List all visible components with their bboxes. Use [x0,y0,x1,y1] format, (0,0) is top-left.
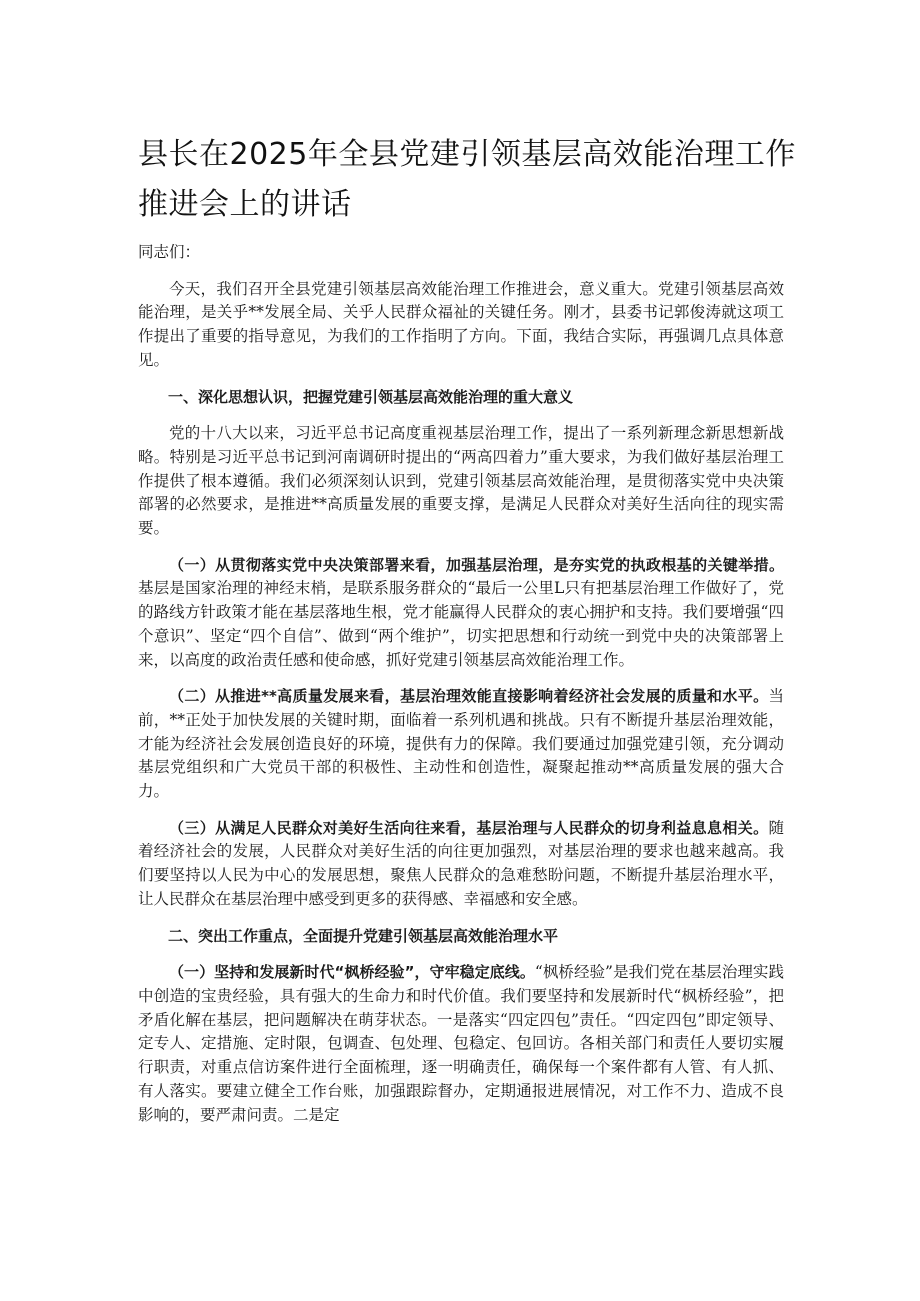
section-1-point-3 [138,817,784,912]
intro-paragraph: 今天，我们召开全县党建引领基层高效能治理工作推进会，意义重大。党建引领基层高效能治理，是关乎**发展全局、关乎人民群众福祉的关键任务。刚才，县委书记郭俊涛就这项工作提出了重要的指导意见，为我们的工作指明了方向。下面，我结合实际，再强调几点具体意见。 [138,279,784,369]
document-title: 县长在2025年全县党建引领基层高效能治理工作推进会上的讲话 [138,137,796,222]
salutation: 同志们： [138,243,201,261]
point-body: “枫桥经验”是我们党在基层治理实践中创造的宝贵经验，具有强大的生命力和时代价值。我们要坚持和发展新时代“枫桥经验”，把矛盾化解在基层，把问题解决在萌芽状态。一是落实“四定四包”责任。“四定四包”即定领导、定专人、定措施、定时限，包调查、包处理、包稳定、包回访。各相关部门和责任人要切实履行职责，对重点信访案件进行全面梳理，逐一明确责任，确保每一个案件都有人管、有人抓、有人落实。要建立健全工作台账，加强跟踪督办，定期通报进展情况，对工作不力、造成不良影响的，要严肃问责。二是定 [138,963,784,1124]
point-lead: （二）从推进**高质量发展来看，基层治理效能直接影响着经济社会发展的质量和水平。 [169,687,769,706]
point-body: 随着经济社会的发展，人民群众对美好生活的向往更加强烈，对基层治理的要求也越来越高。我们要坚持以人民为中心的发展思想，聚焦人民群众的急难愁盼问题，不断提升基层治理水平，让人民群众在基层治理中感受到更多的获得感、幸福感和安全感。 [138,818,784,908]
point-lead: （一）从贯彻落实党中央决策部署来看，加强基层治理，是夯实党的执政根基的关键举措。 [169,555,784,574]
section-1-paragraph: 党的十八大以来，习近平总书记高度重视基层治理工作，提出了一系列新理念新思想新战略。特别是习近平总书记到河南调研时提出的“两高四着力”重大要求，为我们做好基层治理工作提供了根本遵循。我们必须深刻认识到，党建引领基层高效能治理，是贯彻落实党中央决策部署的必然要求，是推进**高质量发展的重要支撑，是满足人民群众对美好生活向往的现实需要。 [138,424,784,538]
section-1-point-2 [138,685,784,804]
document-body [138,241,784,1140]
section-2-point-1 [138,961,784,1127]
section-1-point-1 [138,554,784,673]
point-body: 当前，**正处于加快发展的关键时期，面临着一系列机遇和挑战。只有不断提升基层治理效能，才能为经济社会发展创造良好的环境，提供有力的保障。我们要通过加强党建引领，充分调动基层党组织和广大党员干部的积极性、主动性和创造性，凝聚起推动**高质量发展的强大合力。 [138,687,784,801]
section-heading-1: 一、深化思想认识，把握党建引领基层高效能治理的重大意义 [168,387,574,406]
point-body: 基层是国家治理的神经末梢，是联系服务群众的“最后一公里L只有把基层治理工作做好了，党的路线方针政策才能在基层落地生根，党才能赢得人民群众的衷心拥护和支持。我们要增强“四个意识”、坚定“四个自信”、做到“两个维护”，切实把思想和行动统一到党中央的决策部署上来，以高度的政治责任感和使命感，抓好党建引领基层高效能治理工作。 [138,579,784,669]
section-heading-2: 二、突出工作重点，全面提升党建引领基层高效能治理水平 [168,926,559,945]
point-lead: （一）坚持和发展新时代“枫桥经验”，守牢稳定底线。 [169,963,535,982]
point-lead: （三）从满足人民群众对美好生活向往来看，基层治理与人民群众的切身利益息息相关。 [169,818,769,837]
